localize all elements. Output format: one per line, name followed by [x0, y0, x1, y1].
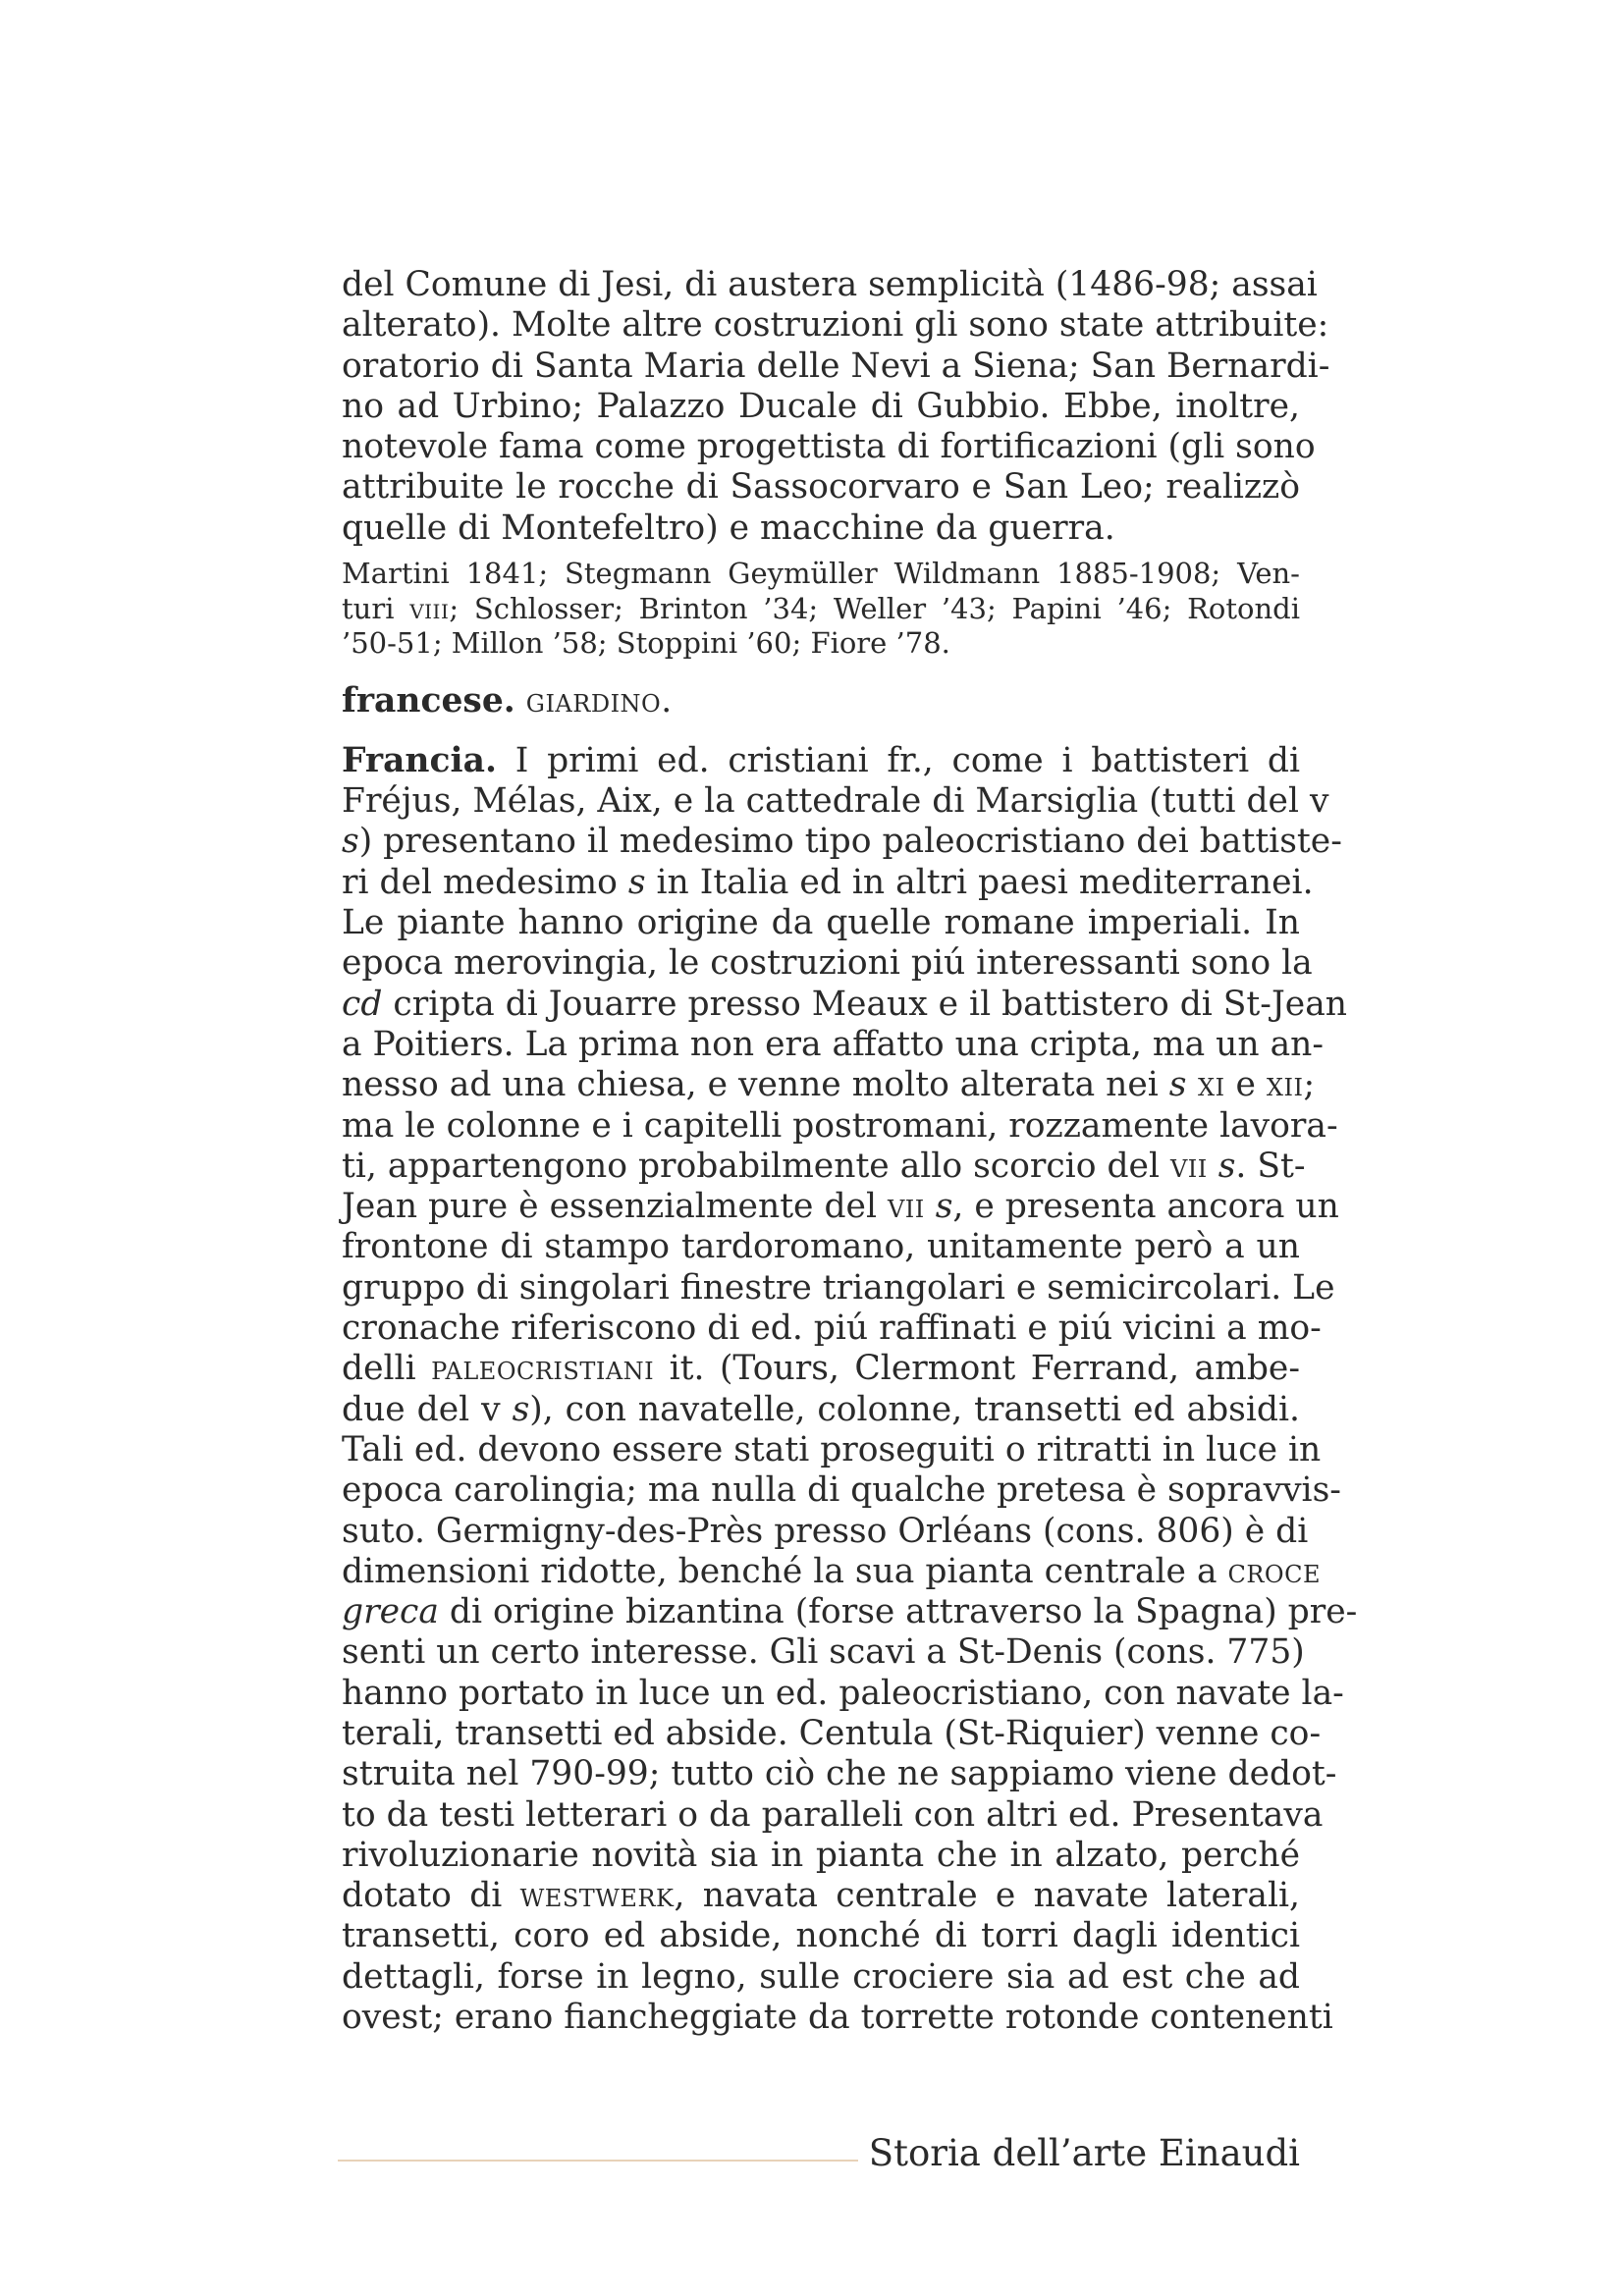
continuation-line: alterato). Molte altre costruzioni gli sono state attribuite:: [342, 305, 1329, 346]
entry-headword: Francia.: [342, 740, 497, 780]
entry-francia: Francia. I primi ed. cristiani fr., come i battisteri di Fréjus, Mélas, Aix, e la cattedrale di Marsiglia (tutti del v s) presentano il medesimo tipo paleocristiano dei battiste- ri del medesimo s in Italia ed in altri paesi mediterranei. Le piante hanno origine da quelle romane imperiali. In epoca merovingia, le costruzioni piú interessanti sono la cd cripta di Jouarre presso Meaux e il battistero di St-Jean a Poitiers. La prima non era affatto una cripta, ma un an- nesso ad una chiesa, e venne molto alterata nei s xi e xii; ma le colonne e i capitelli postromani, rozzamente lavora- ti, appartengono probabilmente allo scorcio del vii s. St- Jean pure è essenzialmente del vii s, e presenta ancora un frontone di stampo tardoromano, unitamente però a un gruppo di singolari finestre triangolari e semicircolari. Le cronache riferiscono di ed. piú raffinati e piú vicini a mo- delli paleocristiani it. (Tours, Clermont Ferrand, ambe- due del v s), con navatelle, colonne, transetti ed absidi. Tali ed. devono essere stati proseguiti o ritratti in luce in epoca carolingia; ma nulla di qualche pretesa è sopravvis- suto. Germigny-des-Près presso Orléans (cons. 806) è di dimensioni ridotte, benché la sua pianta centrale a croce greca di origine bizantina (forse attraverso la Spagna) pre- senti un certo interesse. Gli scavi a St-Denis (cons. 775) hanno portato in luce un ed. paleocristiano, con navate la- terali, transetti ed abside. Centula (St-Riquier) venne co- struita nel 790-99; tutto ciò che ne sappiamo viene dedot- to da testi letterari o da paralleli con altri ed. Presentava rivoluzionarie novità sia in pianta che in alzato, perché dotato di westwerk, navata centrale e navate laterali, transetti, coro ed abside, nonché di torri dagli identici dettagli, forse in legno, sulle crociere sia ad est che ad ovest; erano fiancheggiate da torrette rotonde contenenti: [342, 740, 1358, 2038]
continuation-line: notevole fama come progettista di fortificazioni (gli sono: [342, 427, 1316, 467]
cross-reference: giardino.: [525, 680, 673, 721]
continuation-line: no ad Urbino; Palazzo Ducale di Gubbio. Ebbe, inoltre,: [342, 386, 1300, 426]
page-footer: [338, 2132, 1300, 2191]
continuation-line: quelle di Montefeltro) e macchine da guerra.: [342, 507, 1115, 548]
bibliography: [342, 557, 1300, 662]
entry-headword: francese.: [342, 680, 515, 721]
entry-francese: [342, 681, 1300, 721]
page-body: [342, 265, 1358, 2038]
footer-title: Storia dell’arte Einaudi: [868, 2132, 1300, 2174]
continuation-line: oratorio di Santa Maria delle Nevi a Siena; San Bernardi-: [342, 346, 1330, 386]
bibliography-line: turi viii; Schlosser; Brinton ’34; Weller ’43; Papini ’46; Rotondi: [342, 591, 1301, 625]
bibliography-line: Martini 1841; Stegmann Geymüller Wildmann 1885-1908; Ven-: [342, 557, 1300, 591]
footer-rule: [338, 2160, 858, 2162]
bibliography-line: ’50-51; Millon ’58; Stoppini ’60; Fiore ’78.: [342, 626, 950, 661]
continuation-line: del Comune di Jesi, di austera semplicità (1486-98; assai: [342, 265, 1318, 304]
continuation-line: attribuite le rocche di Sassocorvaro e San Leo; realizzò: [342, 467, 1300, 507]
continuation-paragraph: [342, 265, 1330, 549]
